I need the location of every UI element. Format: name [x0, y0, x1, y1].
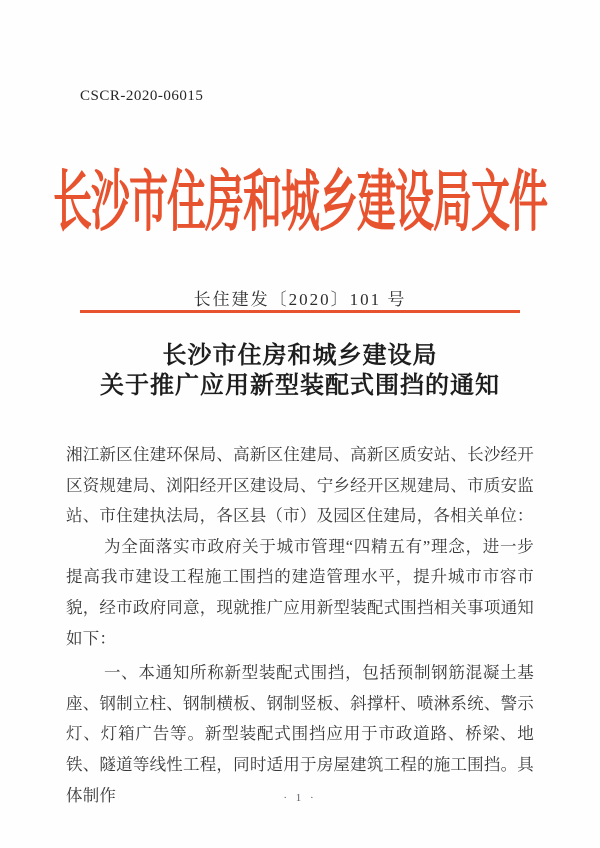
- doc-code: CSCR-2020-06015: [80, 88, 204, 104]
- page-number: · 1 ·: [283, 792, 317, 804]
- agency-letterhead-text: 长沙市住房和城乡建设局文件: [52, 166, 547, 240]
- document-body: [66, 440, 534, 811]
- notice-title-line2: 关于推广应用新型装配式围挡的通知: [100, 373, 500, 399]
- agency-letterhead: [0, 166, 600, 240]
- recipients-paragraph: 湘江新区住建环保局、高新区住建局、高新区质安站、长沙经开区资规建局、浏阳经开区建设局、宁乡经开区规建局、市质安监站、市住建执法局，各区县（市）及园区住建局，各相关单位：: [66, 445, 534, 526]
- doc-number: 长住建发〔2020〕101 号: [193, 290, 407, 309]
- notice-title-line1: 长沙市住房和城乡建设局: [162, 343, 438, 369]
- intro-paragraph: 为全面落实市政府关于城市管理“四精五有”理念，进一步提高我市建设工程施工围挡的建造管理水平，提升城市市容市貌，经市政府同意，现就推广应用新型装配式围挡相关事项通知如下：: [66, 536, 534, 648]
- red-divider: [80, 310, 520, 313]
- item-1-paragraph: 一、本通知所称新型装配式围挡，包括预制钢筋混凝土基座、钢制立柱、钢制横板、钢制竖板、斜撑杆、喷淋系统、警示灯、灯箱广告等。新型装配式围挡应用于市政道路、桥梁、地铁、隧道等线性工程，同时适用于房屋建筑工程的施工围挡。具体制作: [66, 663, 534, 805]
- notice-title: [0, 341, 600, 401]
